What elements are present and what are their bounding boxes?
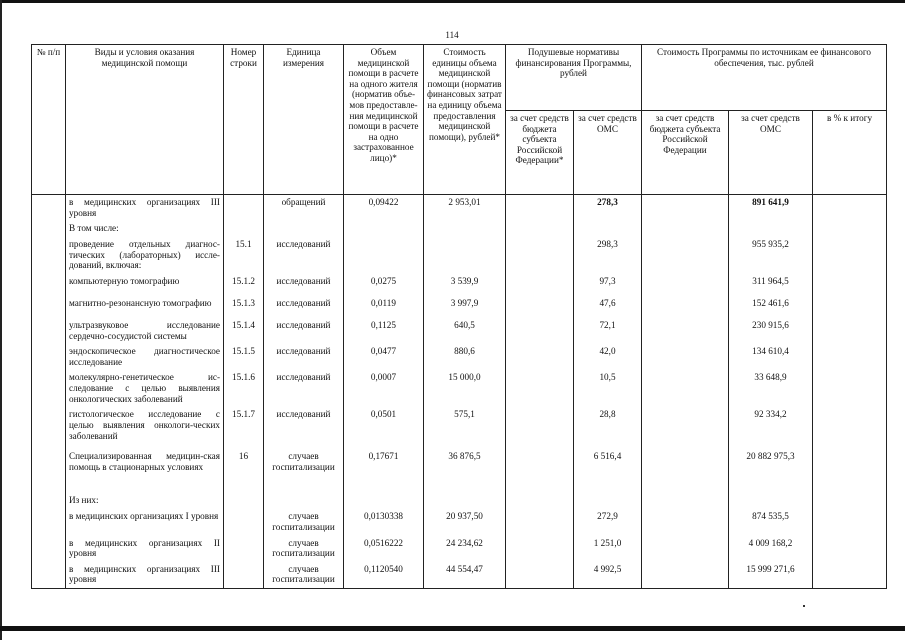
row-program-percent [813,237,887,274]
row-percap-oms: 6 516,4 [574,449,642,493]
row-line [224,493,264,509]
table-row [32,237,887,274]
row-line [224,195,264,222]
row-percap-budget [506,493,574,509]
row-program-budget [642,562,729,589]
scan-speck [803,605,805,607]
header-volume: Объем медицинской помощи в расчете на одного жителя (норматив объе-мов предоставле-ния медицинской помощи в расчете на одно застрахованное лицо)* [344,45,424,195]
row-percap-oms [574,221,642,237]
row-program-percent [813,562,887,589]
row-cost: 15 000,0 [424,370,506,407]
row-percap-oms: 42,0 [574,344,642,370]
row-program-oms: 92 334,2 [729,407,813,449]
row-percap-budget [506,318,574,344]
row-unit: исследований [264,370,344,407]
row-line [224,562,264,589]
row-program-budget [642,493,729,509]
row-line: 15.1.5 [224,344,264,370]
table-row [32,536,887,562]
row-program-percent [813,509,887,535]
row-program-oms [729,493,813,509]
row-unit [264,493,344,509]
row-num [32,407,66,449]
table-row [32,562,887,589]
row-program-oms: 955 935,2 [729,237,813,274]
row-kind: ультразвуковое исследование сердечно-сосудистой системы [66,318,224,344]
row-unit: исследований [264,318,344,344]
header-line: Номер строки [224,45,264,195]
row-unit: исследований [264,344,344,370]
row-program-budget [642,195,729,222]
header-kind: Виды и условия оказания медицинской помощи [66,45,224,195]
row-unit: случаев госпитализации [264,509,344,535]
table-row [32,296,887,318]
row-percap-budget [506,370,574,407]
row-kind: Из них: [66,493,224,509]
row-percap-oms: 72,1 [574,318,642,344]
row-volume: 0,1125 [344,318,424,344]
header-percap-oms: за счет средств ОМС [574,111,642,195]
row-volume: 0,0130338 [344,509,424,535]
row-line [224,509,264,535]
header-program-budget: за счет средств бюджета субъекта Российской Федерации [642,111,729,195]
row-unit: исследований [264,274,344,296]
row-num [32,344,66,370]
row-program-budget [642,221,729,237]
row-cost [424,493,506,509]
row-program-oms: 152 461,6 [729,296,813,318]
table-body [32,195,887,589]
header-per-capita: Подушевые нормативы финансирования Программы, рублей [506,45,642,111]
row-line: 16 [224,449,264,493]
row-unit: исследований [264,296,344,318]
table-row [32,195,887,222]
row-unit: исследований [264,237,344,274]
row-percap-oms: 298,3 [574,237,642,274]
row-num [32,562,66,589]
row-program-oms: 230 915,6 [729,318,813,344]
row-percap-oms: 47,6 [574,296,642,318]
row-percap-oms: 272,9 [574,509,642,535]
row-program-budget [642,407,729,449]
row-percap-oms: 1 251,0 [574,536,642,562]
table-row [32,449,887,493]
row-unit [264,221,344,237]
row-program-percent [813,296,887,318]
row-volume: 0,0516222 [344,536,424,562]
header-num: № п/п [32,45,66,195]
row-line: 15.1.7 [224,407,264,449]
row-unit: случаев госпитализации [264,536,344,562]
row-unit: случаев госпитализации [264,562,344,589]
row-kind: проведение отдельных диагнос-тических (лабораторных) иссле-дований, включая: [66,237,224,274]
scan-top-edge [0,0,905,3]
row-program-percent [813,536,887,562]
row-program-budget [642,237,729,274]
program-cost-table [31,44,887,589]
row-line [224,221,264,237]
row-kind: в медицинских организациях III уровня [66,195,224,222]
scan-bottom-edge [0,626,905,631]
row-percap-oms: 28,8 [574,407,642,449]
row-percap-budget [506,195,574,222]
row-cost: 36 876,5 [424,449,506,493]
row-kind: магнитно-резонансную томографию [66,296,224,318]
row-program-budget [642,296,729,318]
row-program-oms: 891 641,9 [729,195,813,222]
row-unit: случаев госпитализации [264,449,344,493]
header-percap-budget: за счет средств бюджета субъекта Российской Федерации* [506,111,574,195]
header-cost: Стоимость единицы объема медицинской помощи (норматив финансовых затрат на единицу объема предоставления медицинской помощи), рублей* [424,45,506,195]
row-percap-budget [506,221,574,237]
header-program-cost: Стоимость Программы по источникам ее финансового обеспечения, тыс. рублей [642,45,887,111]
row-program-oms: 20 882 975,3 [729,449,813,493]
row-percap-budget [506,562,574,589]
row-unit: исследований [264,407,344,449]
table-row [32,493,887,509]
row-cost: 24 234,62 [424,536,506,562]
row-cost: 880,6 [424,344,506,370]
row-cost: 640,5 [424,318,506,344]
table-row [32,318,887,344]
row-num [32,221,66,237]
row-cost: 3 539,9 [424,274,506,296]
row-line: 15.1.6 [224,370,264,407]
row-program-percent [813,407,887,449]
row-program-percent [813,221,887,237]
row-volume: 0,0275 [344,274,424,296]
row-volume: 0,0501 [344,407,424,449]
row-num [32,274,66,296]
row-num [32,493,66,509]
row-cost: 44 554,47 [424,562,506,589]
row-kind: в медицинских организациях I уровня [66,509,224,535]
row-num [32,237,66,274]
row-kind: Специализированная медицин-ская помощь в стационарных условиях [66,449,224,493]
row-unit: обращений [264,195,344,222]
row-num [32,370,66,407]
row-program-oms: 311 964,5 [729,274,813,296]
row-program-budget [642,318,729,344]
row-percap-budget [506,407,574,449]
table-row [32,221,887,237]
row-line [224,536,264,562]
header-unit: Единица измерения [264,45,344,195]
row-program-oms: 134 610,4 [729,344,813,370]
table-row [32,274,887,296]
row-cost [424,221,506,237]
row-volume: 0,0119 [344,296,424,318]
row-line: 15.1.3 [224,296,264,318]
row-volume: 0,17671 [344,449,424,493]
row-kind: в медицинских организациях II уровня [66,536,224,562]
row-percap-budget [506,449,574,493]
row-cost [424,237,506,274]
row-percap-budget [506,274,574,296]
header-program-percent: в % к итогу [813,111,887,195]
row-program-percent [813,370,887,407]
row-program-percent [813,449,887,493]
header-program-oms: за счет средств ОМС [729,111,813,195]
row-volume [344,237,424,274]
row-line: 15.1.2 [224,274,264,296]
row-percap-oms [574,493,642,509]
row-program-budget [642,274,729,296]
row-percap-budget [506,536,574,562]
table-row [32,370,887,407]
scan-left-edge [0,0,2,640]
row-kind: В том числе: [66,221,224,237]
row-program-percent [813,344,887,370]
row-program-percent [813,493,887,509]
row-cost: 20 937,50 [424,509,506,535]
row-percap-budget [506,509,574,535]
row-kind: компьютерную томографию [66,274,224,296]
row-percap-oms: 278,3 [574,195,642,222]
row-volume [344,493,424,509]
row-percap-oms: 4 992,5 [574,562,642,589]
row-program-oms: 874 535,5 [729,509,813,535]
row-percap-oms: 97,3 [574,274,642,296]
row-program-oms: 4 009 168,2 [729,536,813,562]
row-program-budget [642,344,729,370]
row-percap-budget [506,344,574,370]
row-num [32,536,66,562]
row-program-percent [813,195,887,222]
row-program-budget [642,449,729,493]
row-line: 15.1 [224,237,264,274]
table-row [32,509,887,535]
row-program-oms [729,221,813,237]
table-row [32,344,887,370]
row-volume [344,221,424,237]
row-program-percent [813,274,887,296]
row-volume: 0,0477 [344,344,424,370]
page-number: 114 [445,30,459,40]
row-num [32,318,66,344]
row-kind: гистологическое исследование с целью выявления онкологи-ческих заболеваний [66,407,224,449]
row-line: 15.1.4 [224,318,264,344]
row-num [32,195,66,222]
row-volume: 0,1120540 [344,562,424,589]
row-num [32,509,66,535]
row-percap-budget [506,296,574,318]
row-cost: 3 997,9 [424,296,506,318]
row-percap-oms: 10,5 [574,370,642,407]
row-num [32,296,66,318]
row-num [32,449,66,493]
row-program-oms: 33 648,9 [729,370,813,407]
row-cost: 2 953,01 [424,195,506,222]
row-program-budget [642,370,729,407]
row-volume: 0,09422 [344,195,424,222]
row-program-budget [642,509,729,535]
row-program-oms: 15 999 271,6 [729,562,813,589]
row-program-budget [642,536,729,562]
row-kind: в медицинских организациях III уровня [66,562,224,589]
row-kind: эндоскопическое диагностическое исследование [66,344,224,370]
row-volume: 0,0007 [344,370,424,407]
table-row [32,407,887,449]
row-kind: молекулярно-генетическое ис-следование с целью выявления онкологических заболеваний [66,370,224,407]
row-cost: 575,1 [424,407,506,449]
row-percap-budget [506,237,574,274]
row-program-percent [813,318,887,344]
